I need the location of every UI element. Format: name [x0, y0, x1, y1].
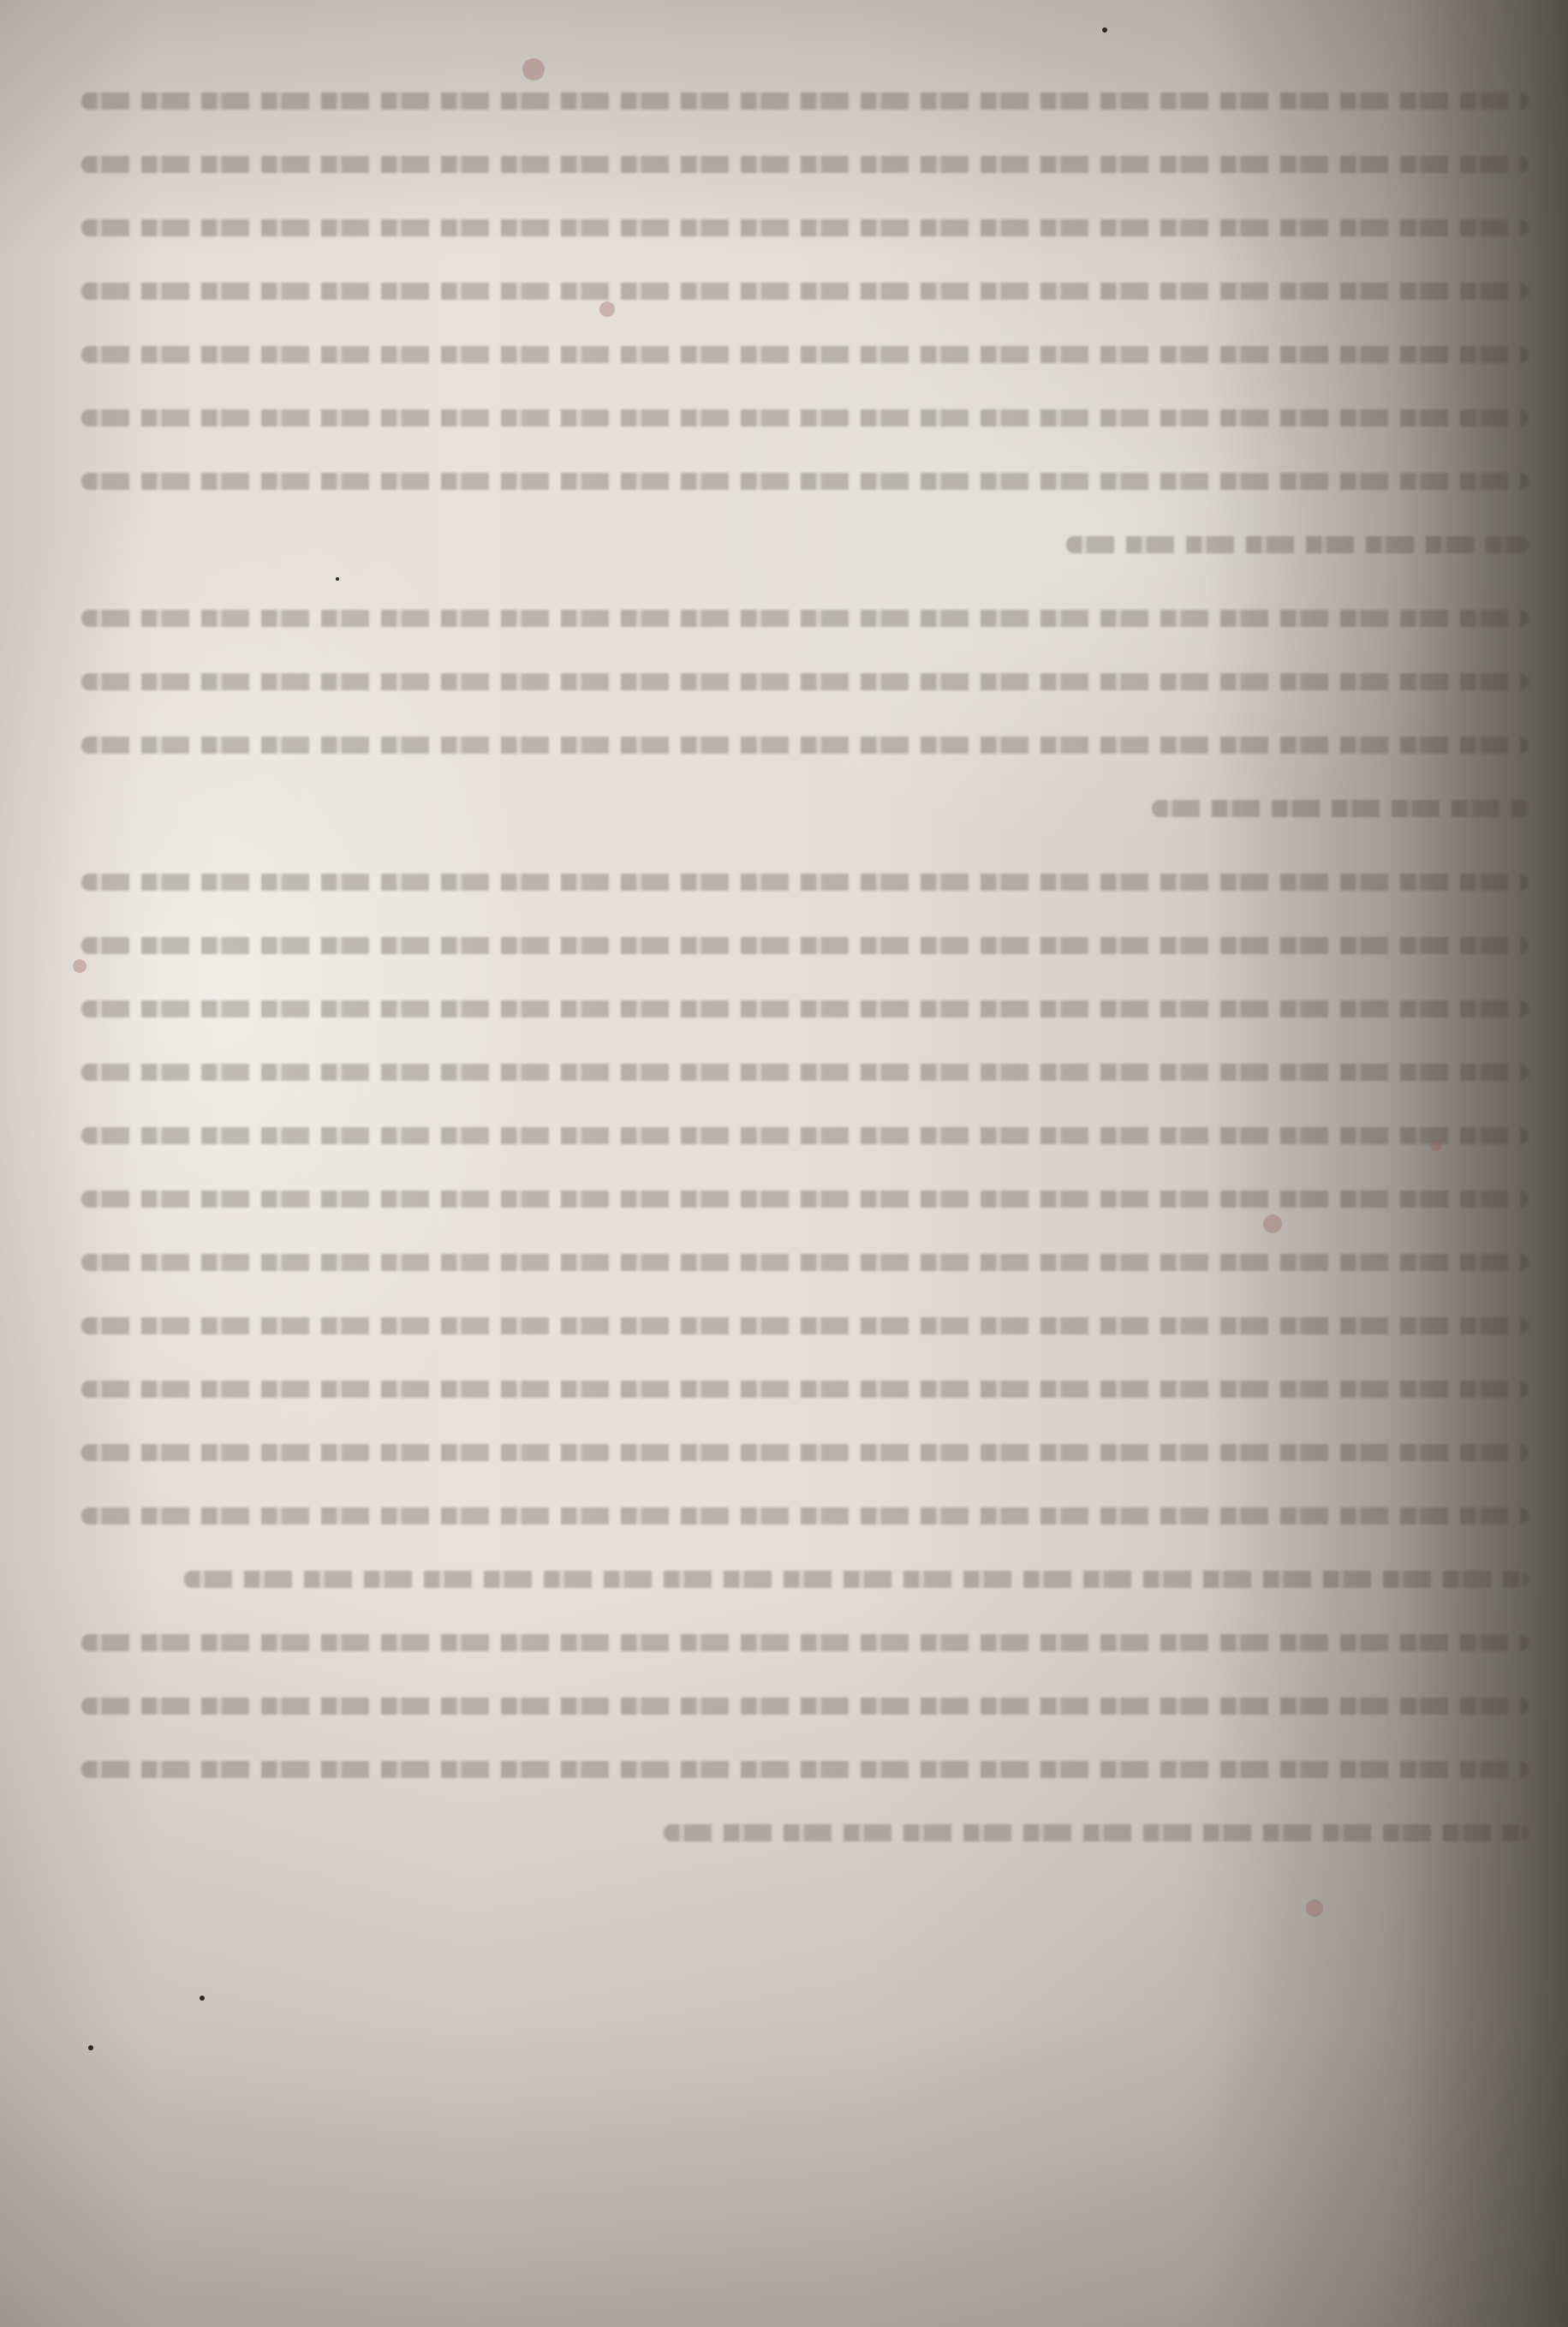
show-through-line [81, 610, 1529, 627]
show-through-line [81, 473, 1529, 490]
show-through-line [81, 737, 1529, 754]
ink-dot [336, 577, 339, 581]
show-through-line [81, 156, 1529, 173]
show-through-line [81, 92, 1529, 110]
stain [599, 301, 615, 317]
show-through-line [81, 1000, 1529, 1017]
stain [522, 58, 545, 81]
show-through-line [81, 1064, 1529, 1081]
stain [73, 959, 86, 973]
show-through-line [81, 409, 1529, 427]
show-through-line [81, 673, 1529, 690]
show-through-line [81, 1634, 1529, 1651]
show-through-line [81, 874, 1529, 891]
show-through-line [81, 1381, 1529, 1398]
show-through-line [1152, 800, 1529, 817]
show-through-line [81, 219, 1529, 236]
show-through-line [81, 1698, 1529, 1715]
ink-dot [1102, 27, 1107, 33]
ink-dot [88, 2045, 93, 2050]
show-through-line [184, 1571, 1529, 1588]
show-through-line [81, 937, 1529, 954]
stain [1306, 1900, 1323, 1917]
stain [1430, 1139, 1442, 1151]
ink-dot [200, 1996, 205, 2001]
show-through-line [664, 1824, 1529, 1841]
show-through-text-block [81, 51, 1529, 1867]
show-through-line [1066, 536, 1529, 553]
show-through-line [81, 1444, 1529, 1461]
show-through-line [81, 1761, 1529, 1778]
show-through-line [81, 283, 1529, 300]
stain [1263, 1214, 1282, 1233]
show-through-line [81, 1317, 1529, 1334]
show-through-line [81, 1507, 1529, 1524]
show-through-line [81, 1127, 1529, 1144]
show-through-line [81, 346, 1529, 363]
show-through-line [81, 1190, 1529, 1208]
show-through-line [81, 1254, 1529, 1271]
